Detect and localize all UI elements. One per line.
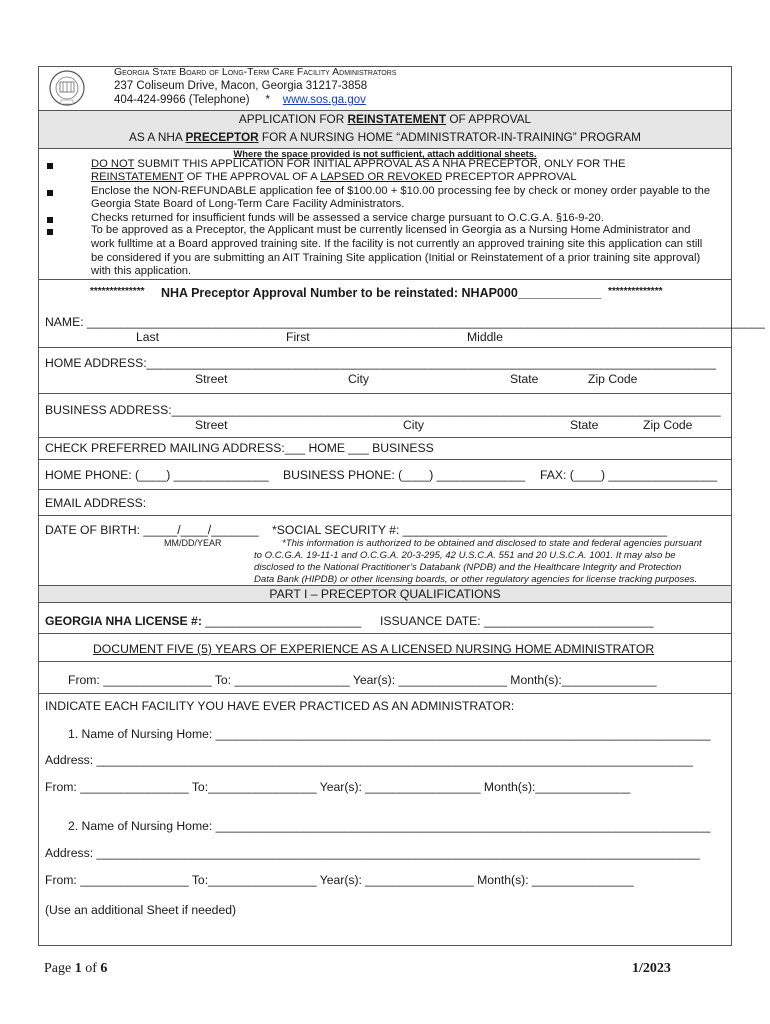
facility-2-dates-field[interactable]: From: ________________ To:________________ Year(s): ________________ Month(s): _______________ bbox=[45, 873, 634, 887]
instruction-4-line-4: with this application. bbox=[91, 265, 192, 277]
home-city-label: City bbox=[348, 372, 369, 386]
board-name: Georgia State Board of Long-Term Care Facility Administrators bbox=[114, 66, 397, 78]
facility-1-dates-field[interactable]: From: ________________ To:________________ Year(s): _________________ Month(s):______________ bbox=[45, 780, 631, 794]
date-of-birth-field[interactable]: DATE OF BIRTH: _____/____/_______ bbox=[45, 523, 259, 537]
instruction-2-line-1: Enclose the NON-REFUNDABLE application fee of $100.00 + $10.00 processing fee by check or money order payable to the bbox=[91, 185, 711, 197]
facilities-heading: INDICATE EACH FACILITY YOU HAVE EVER PRACTICED AS AN ADMINISTRATOR: bbox=[45, 699, 515, 713]
preferred-mailing-field[interactable]: CHECK PREFERRED MAILING ADDRESS:___ HOME ___ BUSINESS bbox=[45, 441, 434, 455]
page-number bbox=[44, 961, 107, 977]
emph: LAPSED OR REVOKED bbox=[320, 171, 443, 183]
name-last-label: Last bbox=[136, 330, 160, 344]
issuance-date-field[interactable]: ISSUANCE DATE: _________________________ bbox=[380, 614, 654, 628]
of-word: of bbox=[85, 961, 97, 976]
divider bbox=[38, 459, 732, 460]
divider bbox=[38, 661, 732, 662]
business-zip-label: Zip Code bbox=[643, 418, 693, 432]
instructions-note: Where the space provided is not sufficient, attach additional sheets. bbox=[233, 148, 537, 159]
divider bbox=[38, 633, 732, 634]
business-address-field[interactable]: BUSINESS ADDRESS:_________________________________________________________________________________ bbox=[45, 403, 721, 417]
title-text: FOR A NURSING HOME “ADMINISTRATOR-IN-TRAINING” PROGRAM bbox=[258, 130, 641, 144]
ssn-disclaimer-line-2: to O.C.G.A. 19-11-1 and O.C.G.A. 20-3-295, 42 U.S.C.A. 551 and 20 U.S.C.A. 1001. It may also be bbox=[254, 550, 676, 561]
emph: DO NOT bbox=[91, 158, 135, 170]
stars-left: ************** bbox=[90, 286, 145, 297]
part1-heading: PART I – PRECEPTOR QUALIFICATIONS bbox=[269, 587, 501, 601]
title-text: AS A NHA bbox=[129, 130, 186, 144]
title-emphasis: PRECEPTOR bbox=[185, 130, 259, 144]
name-first-label: First bbox=[286, 330, 310, 344]
fax-field[interactable]: FAX: (____) ________________ bbox=[540, 468, 717, 482]
facility-2-name-field[interactable]: 2. Name of Nursing Home: _________________________________________________________________________ bbox=[68, 819, 711, 833]
home-street-label: Street bbox=[195, 372, 228, 386]
divider bbox=[38, 489, 732, 490]
ssn-disclaimer-line-1: *This information is authorized to be obtained and disclosed to state and federal agencies pursuant bbox=[282, 538, 702, 549]
divider bbox=[38, 393, 732, 394]
business-street-label: Street bbox=[195, 418, 228, 432]
business-state-label: State bbox=[570, 418, 599, 432]
divider bbox=[38, 515, 732, 516]
experience-dates-row[interactable]: From: ________________ To: _________________ Year(s): ________________ Month(s):______________ bbox=[68, 673, 657, 687]
facility-1-name-field[interactable]: 1. Name of Nursing Home: _________________________________________________________________________ bbox=[68, 727, 711, 741]
facility-2-address-field[interactable]: Address: _________________________________________________________________________________________ bbox=[45, 846, 700, 860]
state-seal-icon bbox=[44, 69, 90, 107]
bullet-icon bbox=[47, 190, 53, 196]
website-link[interactable]: www.sos.ga.gov bbox=[282, 94, 366, 106]
email-field[interactable]: EMAIL ADDRESS: bbox=[45, 496, 147, 510]
business-city-label: City bbox=[403, 418, 424, 432]
business-phone-field[interactable]: BUSINESS PHONE: (____) _____________ bbox=[283, 468, 525, 482]
home-phone-field[interactable]: HOME PHONE: (____) ______________ bbox=[45, 468, 269, 482]
document-years-heading: DOCUMENT FIVE (5) YEARS OF EXPERIENCE AS A LICENSED NURSING HOME ADMINISTRATOR bbox=[93, 642, 655, 656]
page-word: Page bbox=[44, 961, 72, 976]
instruction-1-line-2 bbox=[91, 171, 577, 183]
divider bbox=[38, 279, 732, 280]
license-blank: _______________________ bbox=[201, 614, 362, 628]
instruction-4-line-1: To be approved as a Preceptor, the Applicant must be currently licensed in Georgia as a Nursing Home Administrator and bbox=[91, 224, 691, 236]
text: PRECEPTOR APPROVAL bbox=[442, 171, 577, 183]
divider bbox=[38, 602, 732, 603]
stars-right: ************** bbox=[608, 286, 663, 297]
license-number-field[interactable] bbox=[45, 614, 361, 628]
instruction-2-line-2: Georgia State Board of Long-Term Care Facility Administrators. bbox=[91, 198, 405, 210]
page-total: 6 bbox=[100, 961, 108, 976]
divider bbox=[38, 585, 732, 586]
title-text: OF APPROVAL bbox=[446, 112, 532, 126]
title-text: APPLICATION FOR bbox=[238, 112, 348, 126]
bullet-icon bbox=[47, 217, 53, 223]
page-current: 1 bbox=[74, 961, 82, 976]
name-middle-label: Middle bbox=[467, 330, 503, 344]
divider bbox=[38, 110, 732, 111]
home-zip-label: Zip Code bbox=[588, 372, 638, 386]
name-field[interactable]: NAME: ____________________________________________________________________________________________________ bbox=[45, 315, 765, 329]
text: SUBMIT THIS APPLICATION FOR INITIAL APPROVAL AS A NHA PRECEPTOR, ONLY FOR THE bbox=[134, 158, 626, 170]
board-address: 237 Coliseum Drive, Macon, Georgia 31217-3858 bbox=[114, 80, 368, 92]
license-label: GEORGIA NHA LICENSE #: bbox=[45, 614, 202, 628]
ssn-disclaimer-line-4: Data Bank (HIPDB) or other licensing boards, or other regulatory agencies for license tracking purposes. bbox=[254, 574, 698, 585]
preceptor-number-field[interactable]: NHA Preceptor Approval Number to be reinstated: NHAP000____________ bbox=[161, 286, 602, 300]
emph: REINSTATEMENT bbox=[91, 171, 184, 183]
title-emphasis: REINSTATEMENT bbox=[347, 112, 447, 126]
title-line-1 bbox=[0, 112, 770, 126]
separator: * bbox=[265, 94, 271, 106]
instruction-4-line-2: work fulltime at a Board approved training site. If the facility is not currently an approved training site this application can still bbox=[91, 238, 703, 250]
instruction-1-line-1 bbox=[91, 158, 625, 170]
additional-sheet-note: (Use an additional Sheet if needed) bbox=[45, 903, 237, 917]
revision-date: 1/2023 bbox=[632, 961, 671, 976]
divider bbox=[38, 693, 732, 694]
facility-1-address-field[interactable]: Address: ________________________________________________________________________________________ bbox=[45, 753, 693, 767]
ssn-disclaimer-line-3: disclosed to the National Practitioner’s Databank (NPDB) and the Healthcare Integrity and Protection bbox=[254, 562, 682, 573]
phone-text: 404-424-9966 (Telephone) bbox=[114, 94, 250, 106]
bullet-icon bbox=[47, 163, 53, 169]
board-phone bbox=[114, 94, 366, 106]
title-line-2 bbox=[0, 130, 770, 144]
instruction-3: Checks returned for insufficient funds will be assessed a service charge pursuant to O.C.G.A. §16-9-20. bbox=[91, 212, 604, 224]
home-address-field[interactable]: HOME ADDRESS:____________________________________________________________________________________ bbox=[45, 356, 716, 370]
text: OF THE APPROVAL OF A bbox=[183, 171, 321, 183]
ssn-field[interactable]: *SOCIAL SECURITY #: _______________________________________ bbox=[272, 523, 668, 537]
divider bbox=[38, 347, 732, 348]
dob-format-label: MM/DD/YEAR bbox=[164, 538, 222, 548]
divider bbox=[38, 437, 732, 438]
bullet-icon bbox=[47, 229, 53, 235]
home-state-label: State bbox=[510, 372, 539, 386]
instruction-4-line-3: be considered if you are submitting an AIT Training Site application (Initial or Reinstatement of a prior training site approval) bbox=[91, 252, 701, 264]
